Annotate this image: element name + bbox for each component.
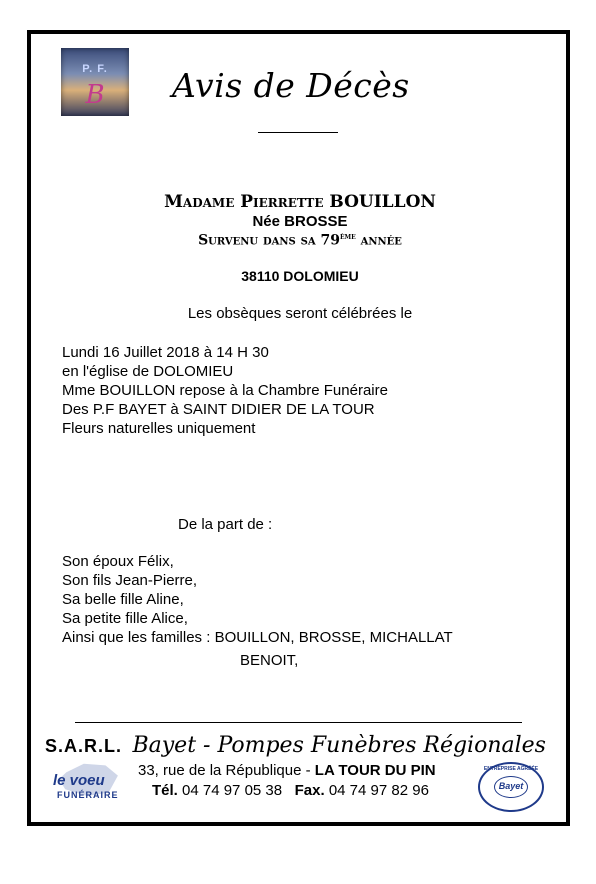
age-superscript: ème [339, 232, 356, 242]
age-prefix: Survenu dans sa 79 [198, 232, 340, 249]
le-voeu-funeraire-logo [45, 760, 131, 806]
tel-label: Tél. [152, 782, 178, 799]
seal-center: Bayet [494, 776, 528, 798]
voeu-logo-sub: FUNÉRAIRE [57, 790, 119, 800]
detail-line: Fleurs naturelles uniquement [62, 420, 256, 437]
company-line [45, 733, 546, 758]
family-line: Sa petite fille Alice, [62, 610, 188, 627]
family-list [62, 552, 453, 647]
logo-pf-text: P. F. [82, 63, 108, 75]
age-suffix: année [360, 232, 402, 249]
deceased-name: Madame Pierrette BOUILLON [164, 192, 436, 212]
detail-line: Mme BOUILLON repose à la Chambre Funéraire [62, 382, 388, 399]
address-town: LA TOUR DU PIN [314, 762, 436, 779]
company-address [138, 762, 436, 779]
from-family-heading: De la part de : [178, 516, 273, 533]
company-form: S.A.R.L. [45, 736, 123, 756]
tel-number: 04 74 97 05 38 [182, 782, 283, 799]
deceased-maiden-name: Née BROSSE [252, 213, 348, 230]
logo-b-letter: B [85, 80, 105, 110]
footer-divider [75, 722, 522, 723]
detail-line: Lundi 16 Juillet 2018 à 14 H 30 [62, 344, 269, 361]
pf-bayet-logo [61, 48, 129, 116]
ceremony-details [62, 343, 388, 438]
seal-ring-text: ENTREPRISE AGRÉÉE [483, 766, 539, 772]
fax-number: 04 74 97 82 96 [328, 782, 429, 799]
family-line: Sa belle fille Aline, [62, 591, 184, 608]
ceremony-intro: Les obsèques seront célébrées le [187, 305, 413, 322]
deceased-age-line [60, 232, 540, 249]
family-line-continuation: BENOIT, [240, 652, 299, 669]
family-line: Son époux Félix, [62, 553, 174, 570]
address-street: 33, rue de la République - [138, 762, 315, 779]
voeu-logo-word: le voeu [53, 772, 105, 789]
detail-line: en l'église de DOLOMIEU [62, 363, 234, 380]
deceased-city: 38110 DOLOMIEU [241, 268, 359, 284]
company-contact [152, 782, 429, 799]
family-line: Son fils Jean-Pierre, [62, 572, 198, 589]
approved-company-seal [478, 762, 544, 812]
detail-line: Des P.F BAYET à SAINT DIDIER DE LA TOUR [62, 401, 375, 418]
fax-label: Fax. [294, 782, 325, 799]
notice-title: Avis de Décès [172, 66, 410, 105]
title-divider [258, 132, 338, 133]
company-name: Bayet - Pompes Funèbres Régionales [132, 733, 546, 758]
family-line: Ainsi que les familles : BOUILLON, BROSSE, MICHALLAT [62, 629, 453, 646]
